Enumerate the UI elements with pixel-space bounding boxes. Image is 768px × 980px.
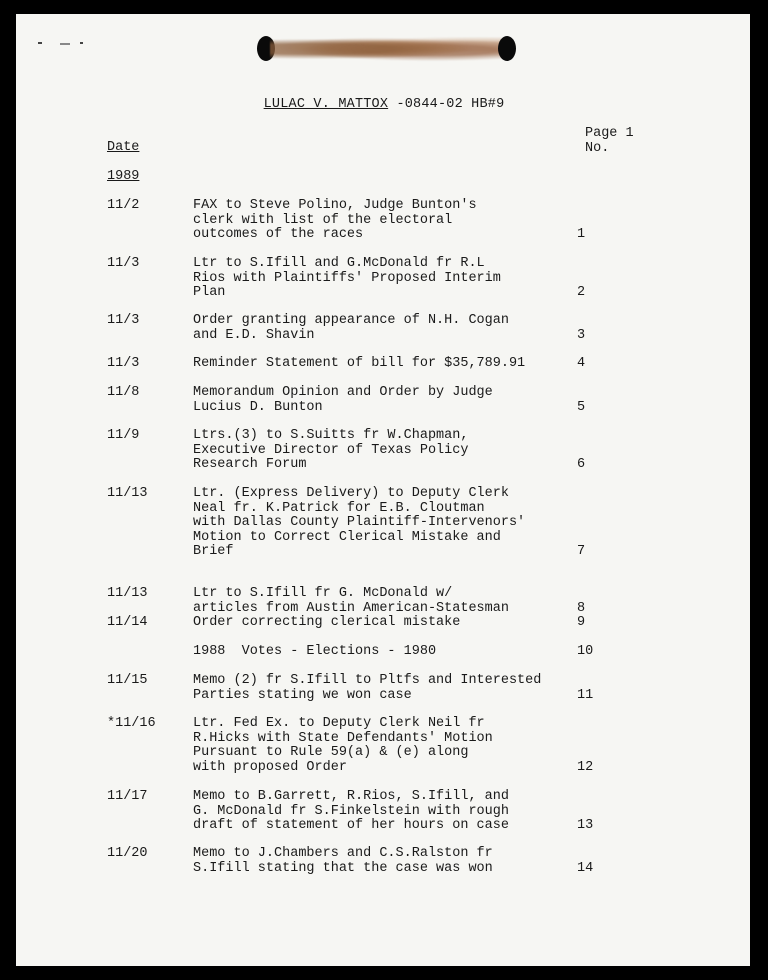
entry-date: 11/13 bbox=[107, 486, 148, 501]
entry-description: Ltr. Fed Ex. to Deputy Clerk Neil fr R.Hicks with State Defendants' Motion Pursuant to Rule 59(a) & (e) along with proposed Order bbox=[193, 716, 493, 775]
entry-description: Ltr to S.Ifill and G.McDonald fr R.L Rios with Plaintiffs' Proposed Interim Plan bbox=[193, 256, 501, 300]
entry-page-number: 2 bbox=[577, 285, 586, 300]
entry-page-number: 14 bbox=[577, 860, 594, 876]
entry-date: 11/8 bbox=[107, 385, 140, 400]
year-heading: 1989 bbox=[107, 169, 140, 184]
entry-date: 11/17 bbox=[107, 789, 148, 804]
entry-date: 11/14 bbox=[107, 615, 148, 630]
entry-date: 11/2 bbox=[107, 198, 140, 213]
entry-description: 1988 Votes - Elections - 1980 bbox=[193, 644, 437, 659]
entry-date: 11/20 bbox=[107, 846, 148, 861]
entry-description: Order granting appearance of N.H. Cogan and E.D. Shavin bbox=[193, 313, 509, 343]
entry-page-number: 7 bbox=[577, 544, 586, 559]
entry-date: 11/3 bbox=[107, 256, 140, 271]
entry-page-number: 11 bbox=[577, 687, 594, 703]
entry-date: *11/16 bbox=[107, 716, 156, 731]
date-column-header: Date bbox=[107, 140, 140, 155]
document-title bbox=[0, 97, 768, 112]
entry-description: Ltrs.(3) to S.Suitts fr W.Chapman, Executive Director of Texas Policy Research Forum bbox=[193, 428, 469, 472]
page-header-line2: No. bbox=[585, 141, 610, 156]
entry-description: Memo (2) fr S.Ifill to Pltfs and Interested Parties stating we won case bbox=[193, 673, 542, 703]
entry-page-number: 12 bbox=[577, 759, 594, 775]
rust-stain bbox=[270, 37, 502, 61]
entry-description: Reminder Statement of bill for $35,789.91 bbox=[193, 356, 526, 371]
entry-description: Order correcting clerical mistake bbox=[193, 615, 461, 630]
page-header-line1: Page 1 bbox=[585, 126, 634, 141]
entry-page-number: 1 bbox=[577, 227, 586, 242]
entry-description: Memorandum Opinion and Order by Judge Lucius D. Bunton bbox=[193, 385, 493, 415]
entry-page-number: 8 bbox=[577, 600, 586, 616]
punch-hole-right bbox=[498, 36, 516, 61]
entry-date: 11/13 bbox=[107, 586, 148, 601]
case-number: -0844-02 HB#9 bbox=[388, 97, 505, 112]
entry-page-number: 6 bbox=[577, 457, 586, 472]
entry-page-number: 4 bbox=[577, 356, 586, 371]
entry-page-number: 9 bbox=[577, 615, 586, 630]
entry-date: 11/3 bbox=[107, 356, 140, 371]
entry-description: Ltr to S.Ifill fr G. McDonald w/ articles from Austin American-Statesman bbox=[193, 586, 509, 616]
entry-page-number: 5 bbox=[577, 399, 586, 415]
entry-description: FAX to Steve Polino, Judge Bunton's clerk with list of the electoral outcomes of the races bbox=[193, 198, 477, 242]
case-name: LULAC V. MATTOX bbox=[263, 97, 389, 112]
scan-specks bbox=[20, 28, 80, 34]
entry-page-number: 10 bbox=[577, 644, 594, 659]
entry-page-number: 13 bbox=[577, 818, 594, 833]
entry-date: 11/15 bbox=[107, 673, 148, 688]
entry-date: 11/9 bbox=[107, 428, 140, 443]
entry-description: Memo to B.Garrett, R.Rios, S.Ifill, and G. McDonald fr S.Finkelstein with rough draft of statement of her hours on case bbox=[193, 789, 509, 833]
entry-description: Ltr. (Express Delivery) to Deputy Clerk Neal fr. K.Patrick for E.B. Cloutman with Dallas County Plaintiff-Intervenors' Motion to Correct Clerical Mistake and Brief bbox=[193, 486, 526, 559]
entry-description: Memo to J.Chambers and C.S.Ralston fr S.Ifill stating that the case was won bbox=[193, 846, 493, 876]
entry-date: 11/3 bbox=[107, 313, 140, 328]
page-column-header bbox=[585, 126, 634, 156]
entry-page-number: 3 bbox=[577, 327, 586, 343]
